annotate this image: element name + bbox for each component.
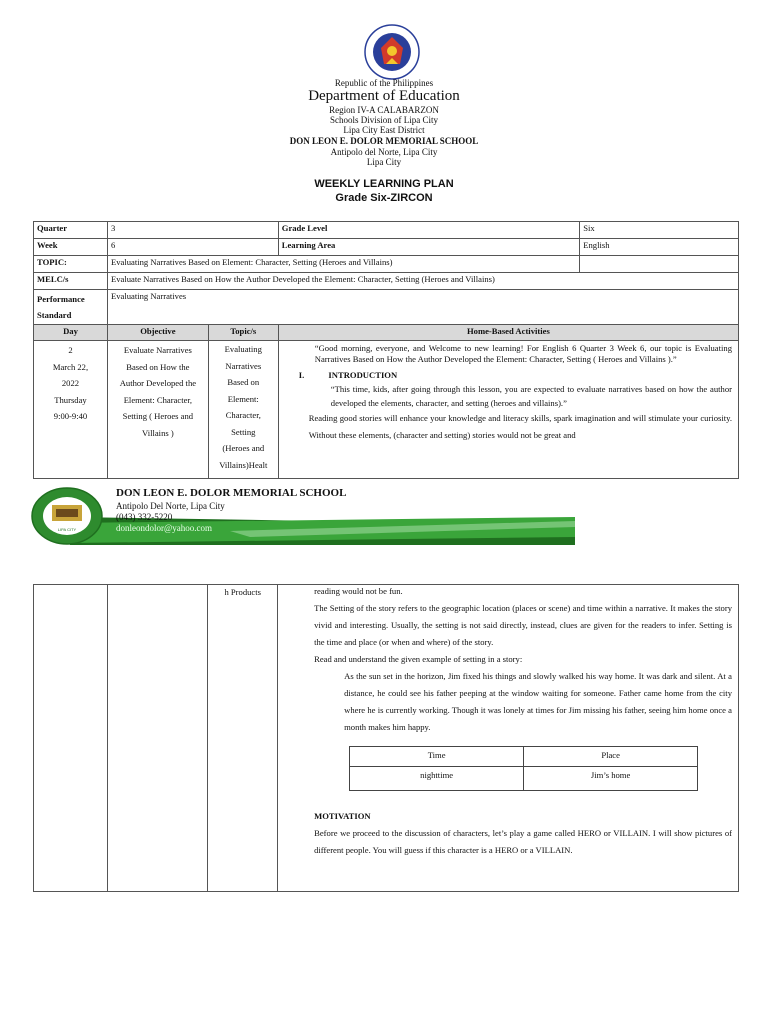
objective-line: Element: Character, (123, 394, 193, 405)
read-instruction: Read and understand the given example of setting in a story: (314, 654, 523, 664)
time-place-table (349, 746, 698, 791)
motivation-heading: MOTIVATION (314, 811, 371, 821)
objective-cell-continued (107, 585, 208, 892)
quarter-value: 3 (107, 222, 278, 239)
performance-label-1: Performance (37, 294, 85, 304)
grade-level-label: Grade Level (278, 222, 579, 239)
objective-cell (107, 341, 208, 479)
topic-cell-continued: h Products (208, 585, 278, 892)
setting-example: As the sun set in the horizon, Jim fixed his things and slowly walked his way home. It was dark and silent. At a distance, he could see his father peeping at the window waiting for someone. Father came home from the city where he is currently working. Though it was lonely at times for Jim missing his father, seeing him home once a month makes him happy. (344, 671, 732, 732)
introduction-number: I. (298, 370, 305, 380)
melc-value: Evaluate Narratives Based on How the Author Developed the Element: Character, Setting (Heroes and Villains) (107, 273, 738, 290)
introduction-text: “This time, kids, after going through this lesson, you are expected to evaluate narratives based on how the author developed the elements, character, and setting (heroes and villains).” (330, 384, 732, 408)
day-date-2: 2022 (61, 378, 80, 388)
col-activities: Home-Based Activities (278, 325, 738, 341)
learning-area-value: English (580, 239, 739, 256)
quarter-label: Quarter (34, 222, 108, 239)
objective-line: Setting ( Heroes and (122, 411, 194, 421)
motivation-text: Before we proceed to the discussion of characters, let’s play a game called HERO or VILLAIN. I will show pictures of different people. You will guess if this character is a HERO or a VILLAIN. (314, 828, 732, 855)
topic-line: Evaluating (224, 344, 262, 354)
day-weekday: Thursday (54, 394, 87, 405)
topic-cell (208, 341, 278, 479)
col-objective: Objective (107, 325, 208, 341)
col-topics: Topic/s (208, 325, 278, 341)
address-line-1: Antipolo del Norte, Lipa City (330, 147, 438, 157)
region-line: Region IV-A CALABARZON (329, 105, 439, 115)
objective-line: Villains ) (142, 427, 174, 438)
logo-city-text: LIPA CITY (57, 527, 77, 532)
grade-level-value: Six (580, 222, 739, 239)
plan-title: WEEKLY LEARNING PLAN (314, 178, 454, 190)
footer-school-name: DON LEON E. DOLOR MEMORIAL SCHOOL (116, 487, 347, 499)
melc-label: MELC/s (34, 273, 108, 290)
reading-continued: reading would not be fun. (314, 586, 403, 596)
footer-address: Antipolo Del Norte, Lipa City (116, 501, 225, 511)
place-value: Jim’s home (524, 767, 698, 791)
week-value: 6 (107, 239, 278, 256)
time-header: Time (350, 747, 524, 767)
school-logo (30, 487, 104, 545)
performance-standard-label (34, 290, 108, 325)
school-footer-banner (30, 487, 580, 545)
department-title: Department of Education (308, 88, 460, 104)
district-line: Lipa City East District (343, 125, 425, 135)
activities-cell (278, 341, 738, 479)
setting-definition: The Setting of the story refers to the geographic location (places or scene) and time within a narrative. It makes the story vivid and interesting. Usually, the setting is not said directly, instead, clues are given for the readers to infer. Setting is the time and place (or when and where) of the story. (314, 603, 732, 647)
objective-line: Based on How the (126, 361, 190, 372)
republic-line: Republic of the Philippines (334, 78, 434, 88)
reading-text: Reading good stories will enhance your knowledge and literacy skills, spark imagination and will stimulate your curiosity. Without these elements, (character and setting) stories would not be great and (308, 413, 732, 440)
weekly-plan-table (33, 221, 739, 479)
greeting-text: “Good morning, everyone, and Welcome to new learning! For English 6 Quarter 3 Week 6, our topic is Evaluating Narratives Based on How the Author Developed the Element: Character, Setting ( Heroes and Villains ).” (314, 343, 732, 364)
performance-label-2: Standard (37, 310, 72, 320)
day-date-1: March 22, (52, 361, 89, 372)
topic-value: Evaluating Narratives Based on Element: Character, Setting (Heroes and Villains) (107, 256, 579, 273)
day-number: 2 (68, 345, 73, 355)
topic-line: Character, (225, 410, 261, 420)
topic-label: TOPIC: (34, 256, 108, 273)
objective-line: Evaluate Narratives (123, 345, 192, 355)
activities-cell-continued (278, 585, 739, 892)
topic-line: (Heroes and (222, 443, 265, 453)
school-name: DON LEON E. DOLOR MEMORIAL SCHOOL (289, 136, 479, 146)
grade-title: Grade Six-ZIRCON (335, 192, 433, 204)
topic-line: Element: (227, 393, 259, 404)
day-time: 9:00-9:40 (53, 411, 88, 421)
day-cell-continued (34, 585, 108, 892)
deped-seal-logo (364, 24, 420, 80)
day-cell (34, 341, 108, 479)
place-header: Place (524, 747, 698, 767)
learning-area-label: Learning Area (278, 239, 579, 256)
topic-line: Setting (231, 426, 256, 437)
performance-standard-value: Evaluating Narratives (107, 290, 738, 325)
introduction-heading (299, 368, 732, 382)
footer-email: donleondolor@yahoo.com (116, 523, 213, 533)
address-line-2: Lipa City (366, 157, 402, 167)
topic-empty-cell (580, 256, 739, 273)
col-day: Day (34, 325, 108, 341)
objective-line: Author Developed the (119, 378, 197, 388)
topic-line: Narratives (225, 360, 262, 371)
topic-line: Villains)Healt (219, 459, 268, 470)
weekly-plan-table-continued (33, 584, 739, 892)
week-label: Week (34, 239, 108, 256)
topic-line: Based on (227, 377, 260, 387)
time-value: nighttime (350, 767, 524, 791)
division-line: Schools Division of Lipa City (330, 115, 438, 125)
introduction-title: INTRODUCTION (328, 370, 398, 380)
footer-phone: (043) 332-5220 (116, 512, 173, 522)
